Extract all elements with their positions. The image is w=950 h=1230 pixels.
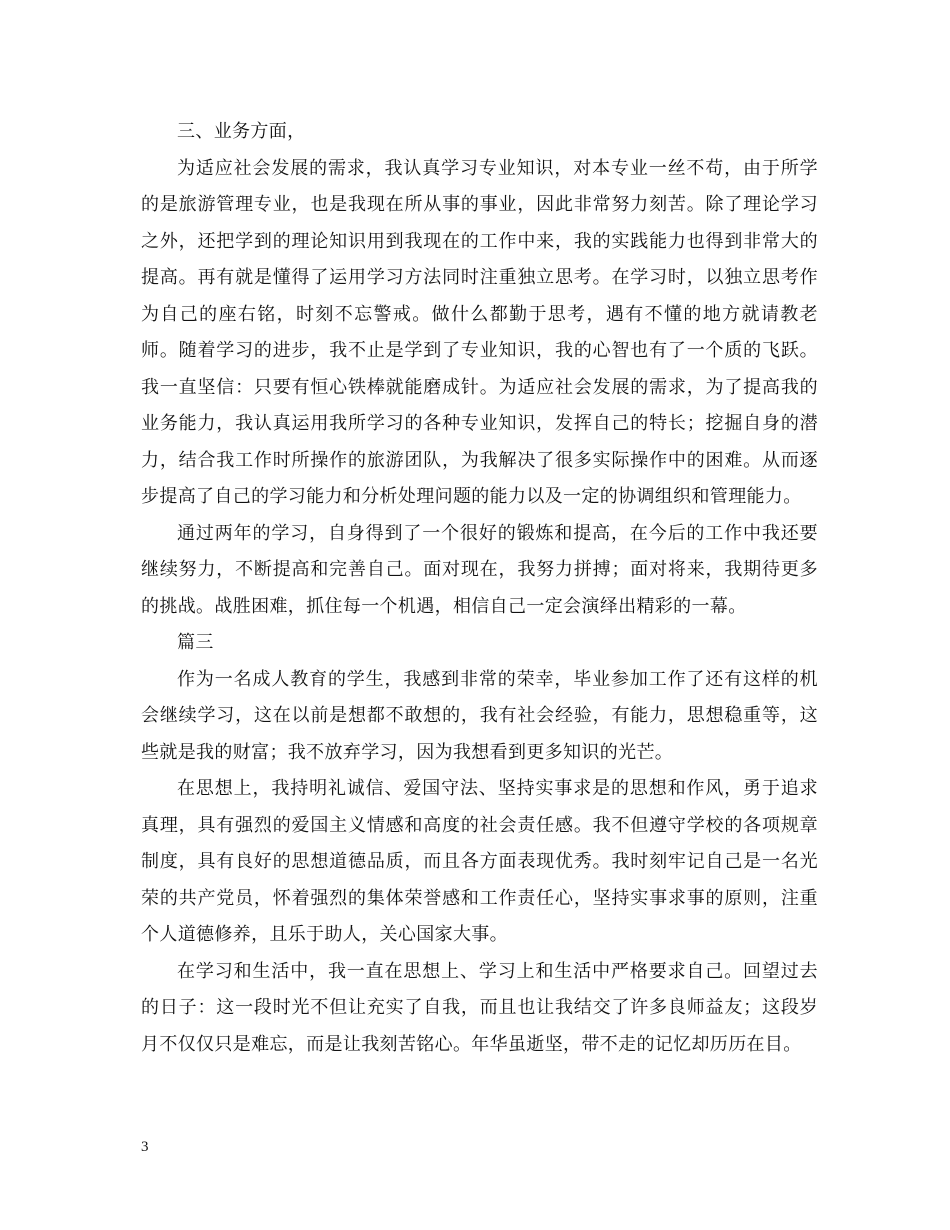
paragraph-ideology: 在思想上，我持明礼诚信、爱国守法、坚持实事求是的思想和作风，勇于追求真理，具有强烈的爱国主义情感和高度的社会责任感。我不但遵守学校的各项规章制度，具有良好的思想道德品质，而且各方面表现优秀。我时刻牢记自己是一名光荣的共产党员，怀着强烈的集体荣誉感和工作责任心，坚持实事求事的原则，注重个人道德修养，且乐于助人，关心国家大事。 xyxy=(141,778,818,945)
paragraph-two-years-summary: 通过两年的学习，自身得到了一个很好的锻炼和提高，在今后的工作中我还要继续努力，不断提高和完善自己。面对现在，我努力拼搏；面对将来，我期待更多的挑战。战胜困难，抓住每一个机遇，相信自己一定会演绎出精彩的一幕。 xyxy=(141,522,818,617)
document-body xyxy=(141,114,818,1063)
paragraph-adult-education: 作为一名成人教育的学生，我感到非常的荣幸，毕业参加工作了还有这样的机会继续学习，这在以前是想都不敢想的，我有社会经验，有能力，思想稳重等，这些就是我的财富；我不放弃学习，因为我想看到更多知识的光芒。 xyxy=(141,668,818,763)
section-heading-part-three: 篇三 xyxy=(177,632,214,653)
section-heading-business: 三、业务方面， xyxy=(177,121,306,142)
paragraph-business-study: 为适应社会发展的需求，我认真学习专业知识，对本专业一丝不苟，由于所学的是旅游管理专业，也是我现在所从事的事业，因此非常努力刻苦。除了理论学习之外，还把学到的理论知识用到我现在的工作中来，我的实践能力也得到非常大的提高。再有就是懂得了运用学习方法同时注重独立思考。在学习时，以独立思考作为自己的座右铭，时刻不忘警戒。做什么都勤于思考，遇有不懂的地方就请教老师。随着学习的进步，我不止是学到了专业知识，我的心智也有了一个质的飞跃。我一直坚信：只要有恒心铁棒就能磨成针。为适应社会发展的需求，为了提高我的业务能力，我认真运用我所学习的各种专业知识，发挥自己的特长；挖掘自身的潜力，结合我工作时所操作的旅游团队，为我解决了很多实际操作中的困难。从而逐步提高了自己的学习能力和分析处理问题的能力以及一定的协调组织和管理能力。 xyxy=(141,157,818,507)
page-number: 3 xyxy=(141,1139,149,1155)
paragraph-study-and-life: 在学习和生活中，我一直在思想上、学习上和生活中严格要求自己。回望过去的日子：这一段时光不但让充实了自我，而且也让我结交了许多良师益友；这段岁月不仅仅只是难忘，而是让我刻苦铭心。年华虽逝坚，带不走的记忆却历历在目。 xyxy=(141,960,818,1055)
